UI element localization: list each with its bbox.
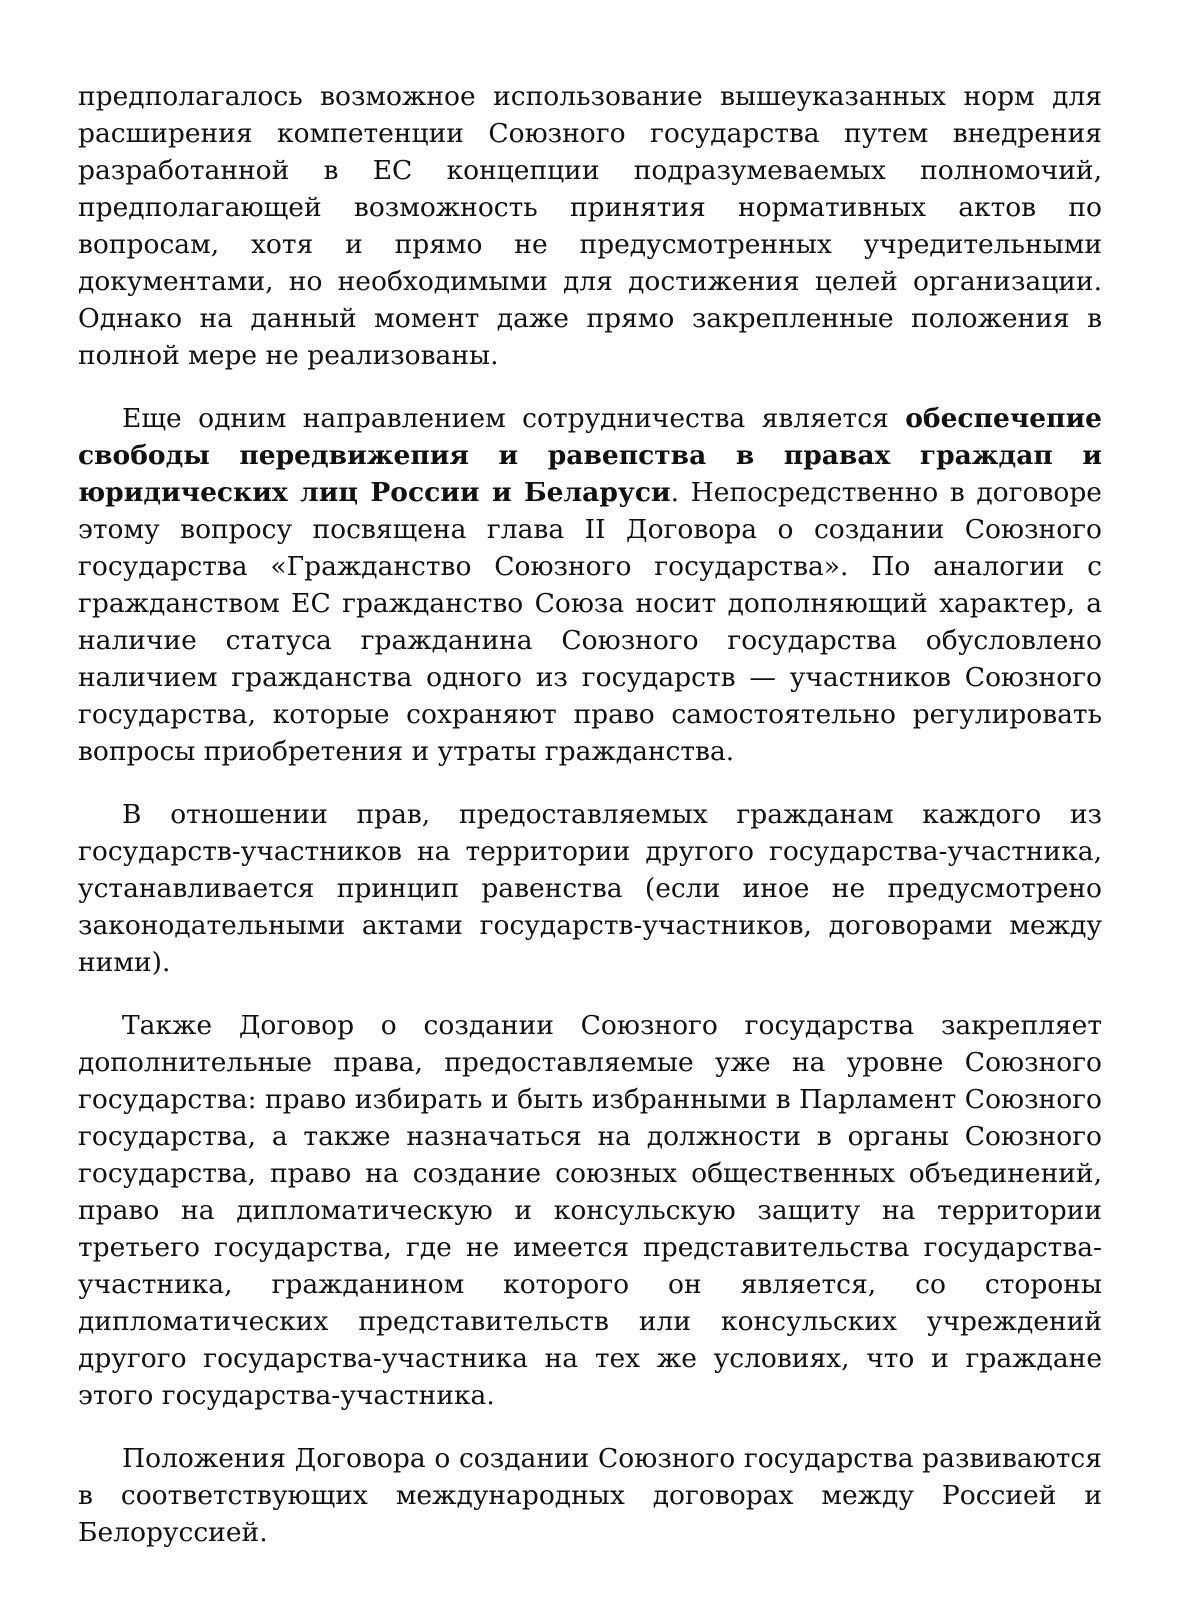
paragraph-continuation: предполагалось возможное использование вышеуказанных норм для расширения компетенции Союзного государства путем внедрения разработанной в ЕС концепции подразумеваемых полномочий, предполагающей возможность принятия нормативных актов по вопросам, хотя и прямо не предусмотренных учредительными документами, но необходимыми для достижения целей организации. Однако на данный момент даже прямо закрепленные положения в полной мере не реализованы. — [78, 81, 1102, 371]
paragraph-lead-text: Еще одним направлением сотрудничества является — [122, 403, 906, 434]
paragraph-additional-rights: Также Договор о создании Союзного государства закрепляет дополнительные права, предоставляемые уже на уровне Союзного государства: право избирать и быть избранными в Парламент Союзного государства, а также назначаться на должности в органы Союзного государства, право на создание союзных общественных объединений, право на дипломатическую и консульскую защиту на территории третьего государства, где не имеется представительства государства-участника, гражданином которого он является, со стороны дипломатических представительств или консульских учреждений другого государства-участника на тех же условиях, что и граждане этого государства-участника. — [78, 1010, 1102, 1411]
bold-emphasis-text: обеспечепие свободы передвижепия и равепства в правах граждап и юридических лиц России и Беларуси — [78, 403, 1102, 508]
paragraph-freedom-of-movement — [78, 400, 1102, 770]
paragraph-rest-text: . Непосредственно в договоре этому вопросу посвящена глава II Договора о создании Союзного государства «Гражданство Союзного государства». По аналогии с гражданством ЕС гражданство Союза носит дополняющий характер, а наличие статуса гражданина Союзного государства обусловлено наличием гражданства одного из государств — участников Союзного государства, которые сохраняют право самостоятельно регулировать вопросы приобретения и утраты гражданства. — [78, 477, 1102, 767]
paragraph-equality-principle: В отношении прав, предоставляемых гражданам каждого из государств-участников на территории другого государства-участника, устанавливается принцип равенства (если иное не предусмотрено законодательными актами государств-участников, договорами между ними). — [78, 799, 1102, 978]
paragraph-international-treaties: Положения Договора о создании Союзного государства развиваются в соответствующих международных договорах между Россией и Белоруссией. — [78, 1443, 1102, 1548]
